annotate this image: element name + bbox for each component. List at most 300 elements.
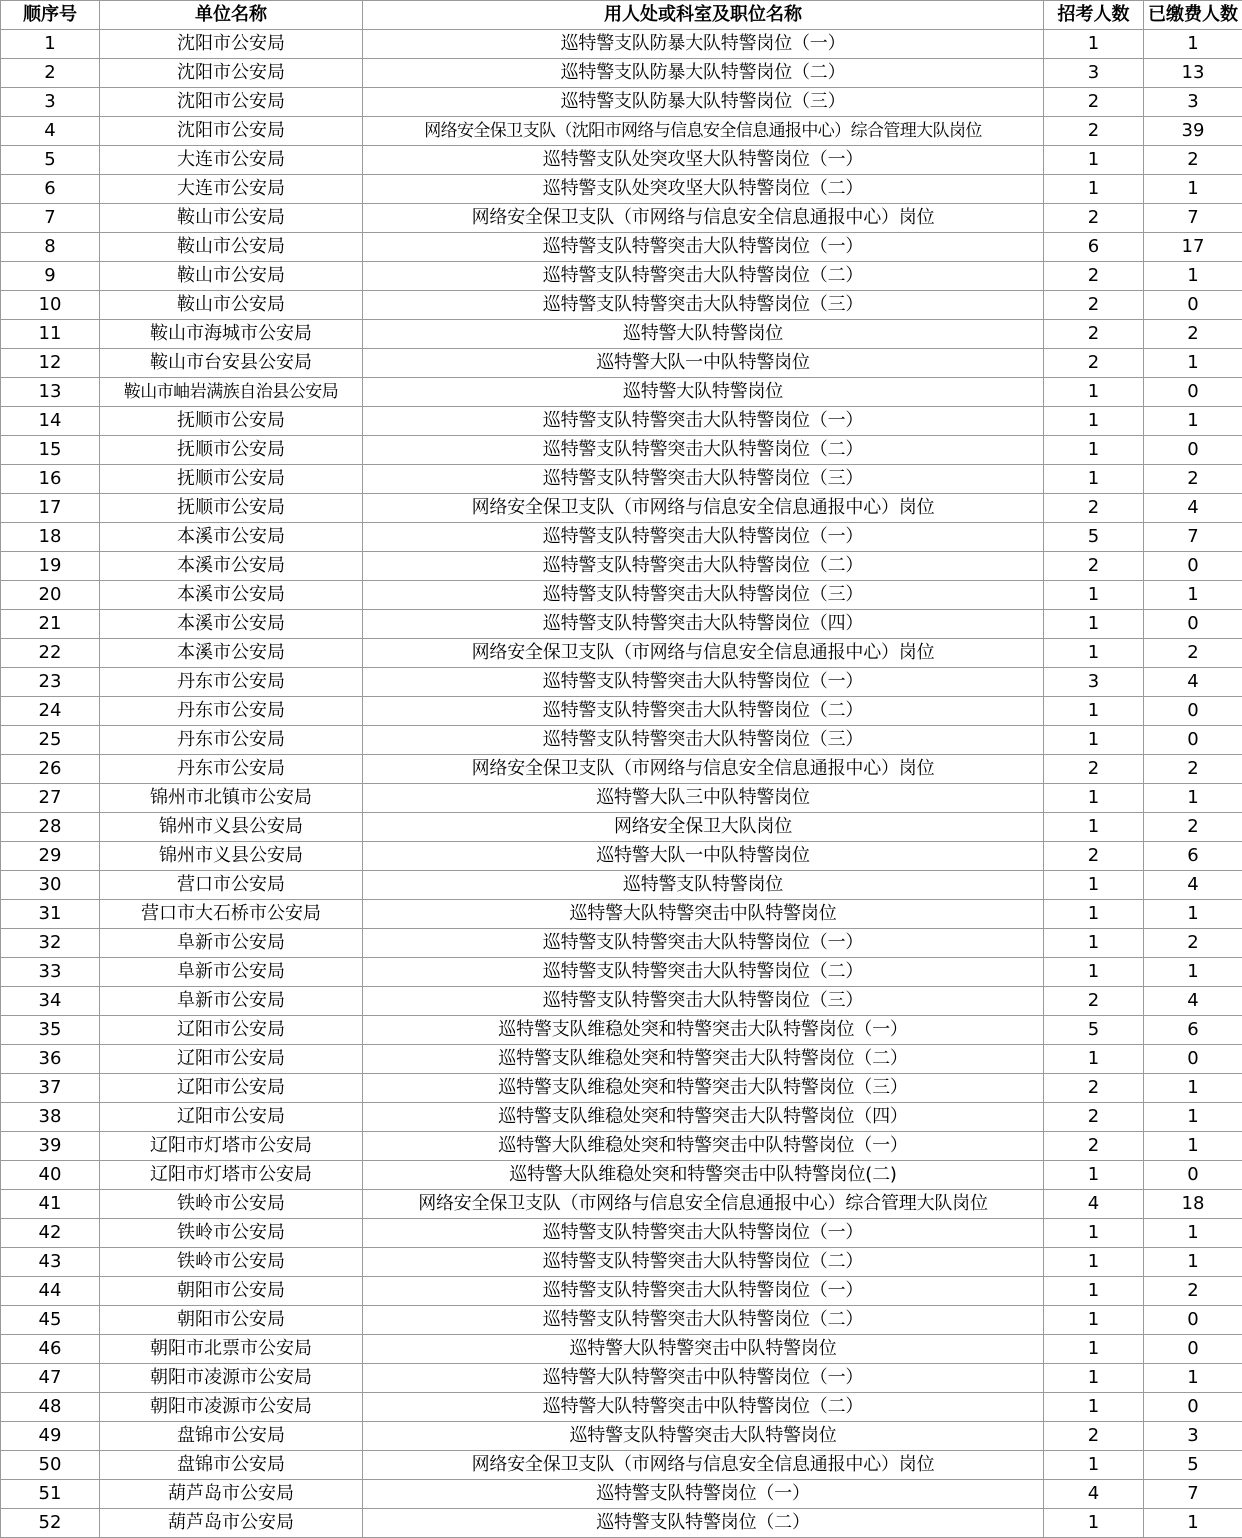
cell-position: 网络安全保卫支队（市网络与信息安全信息通报中心）岗位	[363, 639, 1044, 668]
cell-position: 巡特警支队特警突击大队特警岗位（三）	[363, 291, 1044, 320]
table-row	[1, 784, 1242, 813]
table-row	[1, 233, 1242, 262]
cell-seq: 8	[1, 233, 100, 262]
cell-seq: 12	[1, 349, 100, 378]
cell-seq: 5	[1, 146, 100, 175]
cell-unit: 营口市大石桥市公安局	[100, 900, 363, 929]
table-row	[1, 900, 1242, 929]
cell-position: 巡特警支队特警突击大队特警岗位（四）	[363, 610, 1044, 639]
cell-unit: 本溪市公安局	[100, 552, 363, 581]
cell-unit: 辽阳市灯塔市公安局	[100, 1161, 363, 1190]
cell-seq: 22	[1, 639, 100, 668]
cell-seq: 52	[1, 1509, 100, 1538]
cell-paid: 2	[1144, 813, 1242, 842]
cell-seq: 4	[1, 117, 100, 146]
cell-position: 巡特警支队特警突击大队特警岗位（一）	[363, 233, 1044, 262]
cell-paid: 0	[1144, 1161, 1242, 1190]
cell-seq: 9	[1, 262, 100, 291]
cell-paid: 1	[1144, 1364, 1242, 1393]
cell-seq: 32	[1, 929, 100, 958]
cell-paid: 1	[1144, 175, 1242, 204]
cell-seq: 11	[1, 320, 100, 349]
cell-paid: 0	[1144, 1393, 1242, 1422]
cell-quota: 2	[1044, 1103, 1144, 1132]
cell-seq: 20	[1, 581, 100, 610]
header-paid: 已缴费人数	[1144, 1, 1242, 30]
cell-seq: 3	[1, 88, 100, 117]
cell-unit: 本溪市公安局	[100, 523, 363, 552]
cell-position: 巡特警大队维稳处突和特警突击中队特警岗位(二)	[363, 1161, 1044, 1190]
cell-seq: 18	[1, 523, 100, 552]
table-row	[1, 958, 1242, 987]
cell-quota: 1	[1044, 407, 1144, 436]
cell-quota: 1	[1044, 1161, 1144, 1190]
cell-unit: 沈阳市公安局	[100, 59, 363, 88]
cell-seq: 45	[1, 1306, 100, 1335]
table-row	[1, 1190, 1242, 1219]
cell-paid: 4	[1144, 494, 1242, 523]
cell-seq: 41	[1, 1190, 100, 1219]
cell-unit: 抚顺市公安局	[100, 436, 363, 465]
cell-paid: 1	[1144, 30, 1242, 59]
cell-quota: 1	[1044, 1219, 1144, 1248]
cell-unit: 大连市公安局	[100, 146, 363, 175]
cell-seq: 50	[1, 1451, 100, 1480]
table-row	[1, 407, 1242, 436]
cell-unit: 丹东市公安局	[100, 668, 363, 697]
cell-quota: 1	[1044, 146, 1144, 175]
cell-quota: 4	[1044, 1190, 1144, 1219]
table-row	[1, 1277, 1242, 1306]
table-row	[1, 320, 1242, 349]
cell-unit: 锦州市北镇市公安局	[100, 784, 363, 813]
table-row	[1, 1335, 1242, 1364]
cell-quota: 2	[1044, 88, 1144, 117]
cell-position: 巡特警支队特警突击大队特警岗位	[363, 1422, 1044, 1451]
cell-seq: 26	[1, 755, 100, 784]
cell-position: 巡特警支队特警突击大队特警岗位（二）	[363, 552, 1044, 581]
table-row	[1, 639, 1242, 668]
table-row	[1, 1016, 1242, 1045]
cell-position: 巡特警大队维稳处突和特警突击中队特警岗位（一）	[363, 1132, 1044, 1161]
cell-paid: 0	[1144, 1045, 1242, 1074]
cell-seq: 42	[1, 1219, 100, 1248]
cell-position: 巡特警大队特警突击中队特警岗位（一）	[363, 1364, 1044, 1393]
cell-seq: 6	[1, 175, 100, 204]
cell-quota: 1	[1044, 639, 1144, 668]
table-header	[1, 1, 1242, 30]
cell-quota: 1	[1044, 697, 1144, 726]
cell-unit: 抚顺市公安局	[100, 407, 363, 436]
cell-seq: 51	[1, 1480, 100, 1509]
cell-quota: 2	[1044, 1422, 1144, 1451]
cell-paid: 1	[1144, 1132, 1242, 1161]
cell-quota: 2	[1044, 204, 1144, 233]
cell-seq: 44	[1, 1277, 100, 1306]
cell-unit: 阜新市公安局	[100, 929, 363, 958]
cell-position: 巡特警大队特警突击中队特警岗位（二）	[363, 1393, 1044, 1422]
cell-seq: 38	[1, 1103, 100, 1132]
table-row	[1, 987, 1242, 1016]
cell-position: 巡特警支队特警突击大队特警岗位（二）	[363, 1306, 1044, 1335]
cell-quota: 1	[1044, 1393, 1144, 1422]
cell-paid: 17	[1144, 233, 1242, 262]
cell-unit: 铁岭市公安局	[100, 1248, 363, 1277]
cell-paid: 2	[1144, 639, 1242, 668]
cell-seq: 21	[1, 610, 100, 639]
cell-unit: 沈阳市公安局	[100, 117, 363, 146]
cell-quota: 2	[1044, 1132, 1144, 1161]
cell-paid: 6	[1144, 1016, 1242, 1045]
cell-position: 巡特警大队特警岗位	[363, 378, 1044, 407]
cell-quota: 5	[1044, 1016, 1144, 1045]
cell-quota: 1	[1044, 871, 1144, 900]
cell-unit: 盘锦市公安局	[100, 1422, 363, 1451]
cell-seq: 7	[1, 204, 100, 233]
table-row	[1, 1132, 1242, 1161]
cell-position: 巡特警支队特警岗位	[363, 871, 1044, 900]
cell-seq: 2	[1, 59, 100, 88]
cell-quota: 1	[1044, 465, 1144, 494]
cell-quota: 1	[1044, 581, 1144, 610]
header-position: 用人处或科室及职位名称	[363, 1, 1044, 30]
cell-paid: 1	[1144, 581, 1242, 610]
cell-unit: 丹东市公安局	[100, 697, 363, 726]
cell-quota: 3	[1044, 668, 1144, 697]
table-row	[1, 291, 1242, 320]
cell-position: 巡特警大队特警突击中队特警岗位	[363, 900, 1044, 929]
cell-quota: 1	[1044, 929, 1144, 958]
cell-unit: 铁岭市公安局	[100, 1219, 363, 1248]
cell-position: 巡特警支队特警突击大队特警岗位（三）	[363, 987, 1044, 1016]
table-row	[1, 726, 1242, 755]
cell-position: 巡特警大队特警突击中队特警岗位	[363, 1335, 1044, 1364]
cell-paid: 3	[1144, 1422, 1242, 1451]
cell-position: 巡特警支队防暴大队特警岗位（一）	[363, 30, 1044, 59]
table-row	[1, 1393, 1242, 1422]
cell-quota: 2	[1044, 117, 1144, 146]
cell-paid: 2	[1144, 1277, 1242, 1306]
cell-position: 巡特警支队特警突击大队特警岗位（二）	[363, 262, 1044, 291]
table-row	[1, 871, 1242, 900]
cell-seq: 35	[1, 1016, 100, 1045]
cell-position: 巡特警支队防暴大队特警岗位（二）	[363, 59, 1044, 88]
cell-position: 巡特警大队三中队特警岗位	[363, 784, 1044, 813]
cell-quota: 1	[1044, 175, 1144, 204]
table-row	[1, 436, 1242, 465]
cell-position: 网络安全保卫支队（沈阳市网络与信息安全信息通报中心）综合管理大队岗位	[363, 117, 1044, 146]
cell-position: 巡特警支队特警突击大队特警岗位（三）	[363, 581, 1044, 610]
table-row	[1, 697, 1242, 726]
cell-position: 巡特警支队维稳处突和特警突击大队特警岗位（四）	[363, 1103, 1044, 1132]
cell-paid: 1	[1144, 262, 1242, 291]
table-row	[1, 552, 1242, 581]
cell-quota: 1	[1044, 1335, 1144, 1364]
cell-position: 巡特警支队处突攻坚大队特警岗位（一）	[363, 146, 1044, 175]
cell-seq: 24	[1, 697, 100, 726]
cell-unit: 丹东市公安局	[100, 726, 363, 755]
cell-unit: 本溪市公安局	[100, 581, 363, 610]
cell-position: 巡特警支队特警突击大队特警岗位（二）	[363, 697, 1044, 726]
header-quota: 招考人数	[1044, 1, 1144, 30]
cell-paid: 0	[1144, 1335, 1242, 1364]
cell-quota: 1	[1044, 900, 1144, 929]
cell-position: 巡特警大队特警岗位	[363, 320, 1044, 349]
cell-unit: 朝阳市凌源市公安局	[100, 1393, 363, 1422]
cell-unit: 辽阳市公安局	[100, 1074, 363, 1103]
cell-unit: 本溪市公安局	[100, 639, 363, 668]
cell-position: 巡特警支队特警岗位（二）	[363, 1509, 1044, 1538]
cell-quota: 2	[1044, 755, 1144, 784]
table-row	[1, 494, 1242, 523]
cell-position: 巡特警支队特警岗位（一）	[363, 1480, 1044, 1509]
table-body	[1, 30, 1242, 1538]
cell-seq: 40	[1, 1161, 100, 1190]
cell-seq: 1	[1, 30, 100, 59]
cell-quota: 4	[1044, 1480, 1144, 1509]
cell-position: 巡特警支队处突攻坚大队特警岗位（二）	[363, 175, 1044, 204]
cell-unit: 鞍山市公安局	[100, 204, 363, 233]
cell-seq: 15	[1, 436, 100, 465]
cell-unit: 鞍山市公安局	[100, 233, 363, 262]
header-unit: 单位名称	[100, 1, 363, 30]
cell-unit: 沈阳市公安局	[100, 30, 363, 59]
cell-unit: 辽阳市公安局	[100, 1045, 363, 1074]
cell-paid: 0	[1144, 291, 1242, 320]
cell-unit: 葫芦岛市公安局	[100, 1480, 363, 1509]
cell-quota: 6	[1044, 233, 1144, 262]
cell-quota: 1	[1044, 378, 1144, 407]
cell-seq: 46	[1, 1335, 100, 1364]
cell-quota: 1	[1044, 610, 1144, 639]
cell-position: 网络安全保卫大队岗位	[363, 813, 1044, 842]
cell-unit: 辽阳市灯塔市公安局	[100, 1132, 363, 1161]
cell-paid: 0	[1144, 378, 1242, 407]
table-row	[1, 1451, 1242, 1480]
cell-position: 巡特警支队特警突击大队特警岗位（二）	[363, 436, 1044, 465]
cell-unit: 朝阳市北票市公安局	[100, 1335, 363, 1364]
header-seq: 顺序号	[1, 1, 100, 30]
table-row	[1, 1422, 1242, 1451]
cell-paid: 1	[1144, 784, 1242, 813]
cell-position: 巡特警大队一中队特警岗位	[363, 349, 1044, 378]
table-row	[1, 813, 1242, 842]
table-row	[1, 1248, 1242, 1277]
table-row	[1, 378, 1242, 407]
cell-unit: 抚顺市公安局	[100, 494, 363, 523]
cell-unit: 辽阳市公安局	[100, 1016, 363, 1045]
cell-seq: 25	[1, 726, 100, 755]
table-row	[1, 59, 1242, 88]
cell-seq: 39	[1, 1132, 100, 1161]
table-row	[1, 465, 1242, 494]
cell-position: 网络安全保卫支队（市网络与信息安全信息通报中心）岗位	[363, 204, 1044, 233]
cell-paid: 1	[1144, 1248, 1242, 1277]
cell-paid: 2	[1144, 755, 1242, 784]
cell-paid: 0	[1144, 697, 1242, 726]
cell-seq: 14	[1, 407, 100, 436]
cell-unit: 营口市公安局	[100, 871, 363, 900]
cell-quota: 1	[1044, 958, 1144, 987]
table-row	[1, 1074, 1242, 1103]
cell-paid: 2	[1144, 146, 1242, 175]
cell-paid: 1	[1144, 349, 1242, 378]
table-row	[1, 523, 1242, 552]
cell-seq: 34	[1, 987, 100, 1016]
cell-paid: 18	[1144, 1190, 1242, 1219]
cell-quota: 1	[1044, 1451, 1144, 1480]
cell-unit: 鞍山市海城市公安局	[100, 320, 363, 349]
cell-quota: 1	[1044, 1306, 1144, 1335]
cell-unit: 大连市公安局	[100, 175, 363, 204]
cell-position: 巡特警支队特警突击大队特警岗位（一）	[363, 523, 1044, 552]
cell-paid: 39	[1144, 117, 1242, 146]
cell-quota: 2	[1044, 291, 1144, 320]
table-row	[1, 842, 1242, 871]
table-row	[1, 146, 1242, 175]
cell-seq: 36	[1, 1045, 100, 1074]
cell-paid: 4	[1144, 668, 1242, 697]
cell-paid: 4	[1144, 987, 1242, 1016]
cell-unit: 葫芦岛市公安局	[100, 1509, 363, 1538]
cell-paid: 1	[1144, 1219, 1242, 1248]
cell-quota: 3	[1044, 59, 1144, 88]
cell-seq: 49	[1, 1422, 100, 1451]
cell-seq: 13	[1, 378, 100, 407]
table-row	[1, 1045, 1242, 1074]
cell-unit: 沈阳市公安局	[100, 88, 363, 117]
cell-paid: 0	[1144, 726, 1242, 755]
cell-position: 巡特警支队防暴大队特警岗位（三）	[363, 88, 1044, 117]
cell-position: 网络安全保卫支队（市网络与信息安全信息通报中心）岗位	[363, 494, 1044, 523]
cell-position: 巡特警支队特警突击大队特警岗位（一）	[363, 929, 1044, 958]
cell-unit: 抚顺市公安局	[100, 465, 363, 494]
cell-position: 巡特警支队特警突击大队特警岗位（一）	[363, 1277, 1044, 1306]
cell-unit: 鞍山市台安县公安局	[100, 349, 363, 378]
cell-quota: 5	[1044, 523, 1144, 552]
cell-seq: 48	[1, 1393, 100, 1422]
cell-position: 巡特警支队特警突击大队特警岗位（二）	[363, 958, 1044, 987]
cell-quota: 1	[1044, 1248, 1144, 1277]
cell-unit: 鞍山市公安局	[100, 291, 363, 320]
cell-paid: 0	[1144, 1306, 1242, 1335]
cell-quota: 2	[1044, 1074, 1144, 1103]
cell-unit: 朝阳市凌源市公安局	[100, 1364, 363, 1393]
table-row	[1, 1509, 1242, 1538]
table-row	[1, 668, 1242, 697]
table-row	[1, 610, 1242, 639]
table-row	[1, 175, 1242, 204]
cell-quota: 2	[1044, 987, 1144, 1016]
cell-paid: 0	[1144, 610, 1242, 639]
cell-seq: 30	[1, 871, 100, 900]
cell-seq: 43	[1, 1248, 100, 1277]
cell-position: 巡特警大队一中队特警岗位	[363, 842, 1044, 871]
cell-quota: 2	[1044, 552, 1144, 581]
cell-unit: 鞍山市岫岩满族自治县公安局	[100, 378, 363, 407]
cell-paid: 1	[1144, 900, 1242, 929]
cell-seq: 37	[1, 1074, 100, 1103]
cell-unit: 辽阳市公安局	[100, 1103, 363, 1132]
cell-paid: 13	[1144, 59, 1242, 88]
cell-position: 巡特警支队维稳处突和特警突击大队特警岗位（一）	[363, 1016, 1044, 1045]
cell-quota: 1	[1044, 1045, 1144, 1074]
cell-paid: 1	[1144, 1103, 1242, 1132]
cell-position: 巡特警支队维稳处突和特警突击大队特警岗位（三）	[363, 1074, 1044, 1103]
cell-paid: 7	[1144, 1480, 1242, 1509]
cell-seq: 47	[1, 1364, 100, 1393]
cell-unit: 鞍山市公安局	[100, 262, 363, 291]
cell-unit: 阜新市公安局	[100, 958, 363, 987]
cell-paid: 5	[1144, 1451, 1242, 1480]
cell-unit: 丹东市公安局	[100, 755, 363, 784]
cell-quota: 2	[1044, 842, 1144, 871]
table-row	[1, 204, 1242, 233]
cell-unit: 阜新市公安局	[100, 987, 363, 1016]
cell-seq: 29	[1, 842, 100, 871]
cell-quota: 2	[1044, 494, 1144, 523]
cell-seq: 27	[1, 784, 100, 813]
cell-paid: 0	[1144, 436, 1242, 465]
cell-paid: 3	[1144, 88, 1242, 117]
cell-paid: 2	[1144, 465, 1242, 494]
cell-quota: 1	[1044, 813, 1144, 842]
header-row	[1, 1, 1242, 30]
cell-quota: 1	[1044, 784, 1144, 813]
cell-quota: 1	[1044, 436, 1144, 465]
cell-quota: 1	[1044, 1509, 1144, 1538]
table-row	[1, 262, 1242, 291]
cell-position: 网络安全保卫支队（市网络与信息安全信息通报中心）综合管理大队岗位	[363, 1190, 1044, 1219]
cell-seq: 17	[1, 494, 100, 523]
cell-seq: 31	[1, 900, 100, 929]
cell-unit: 朝阳市公安局	[100, 1277, 363, 1306]
cell-position: 巡特警支队特警突击大队特警岗位（三）	[363, 726, 1044, 755]
cell-unit: 盘锦市公安局	[100, 1451, 363, 1480]
table-row	[1, 1480, 1242, 1509]
cell-position: 巡特警支队特警突击大队特警岗位（一）	[363, 668, 1044, 697]
cell-paid: 1	[1144, 407, 1242, 436]
cell-paid: 0	[1144, 552, 1242, 581]
table-row	[1, 1219, 1242, 1248]
cell-position: 巡特警支队特警突击大队特警岗位（二）	[363, 1248, 1044, 1277]
cell-paid: 4	[1144, 871, 1242, 900]
cell-quota: 2	[1044, 320, 1144, 349]
cell-seq: 33	[1, 958, 100, 987]
cell-paid: 2	[1144, 929, 1242, 958]
table-row	[1, 117, 1242, 146]
cell-paid: 1	[1144, 1074, 1242, 1103]
cell-unit: 铁岭市公安局	[100, 1190, 363, 1219]
cell-seq: 28	[1, 813, 100, 842]
cell-quota: 1	[1044, 30, 1144, 59]
cell-position: 巡特警支队特警突击大队特警岗位（三）	[363, 465, 1044, 494]
table-row	[1, 581, 1242, 610]
cell-quota: 1	[1044, 1364, 1144, 1393]
table-row	[1, 349, 1242, 378]
table-row	[1, 1161, 1242, 1190]
cell-unit: 锦州市义县公安局	[100, 813, 363, 842]
cell-unit: 锦州市义县公安局	[100, 842, 363, 871]
cell-paid: 1	[1144, 958, 1242, 987]
cell-paid: 2	[1144, 320, 1242, 349]
cell-paid: 1	[1144, 1509, 1242, 1538]
table-row	[1, 88, 1242, 117]
cell-quota: 2	[1044, 262, 1144, 291]
cell-seq: 10	[1, 291, 100, 320]
cell-quota: 2	[1044, 349, 1144, 378]
table-row	[1, 755, 1242, 784]
